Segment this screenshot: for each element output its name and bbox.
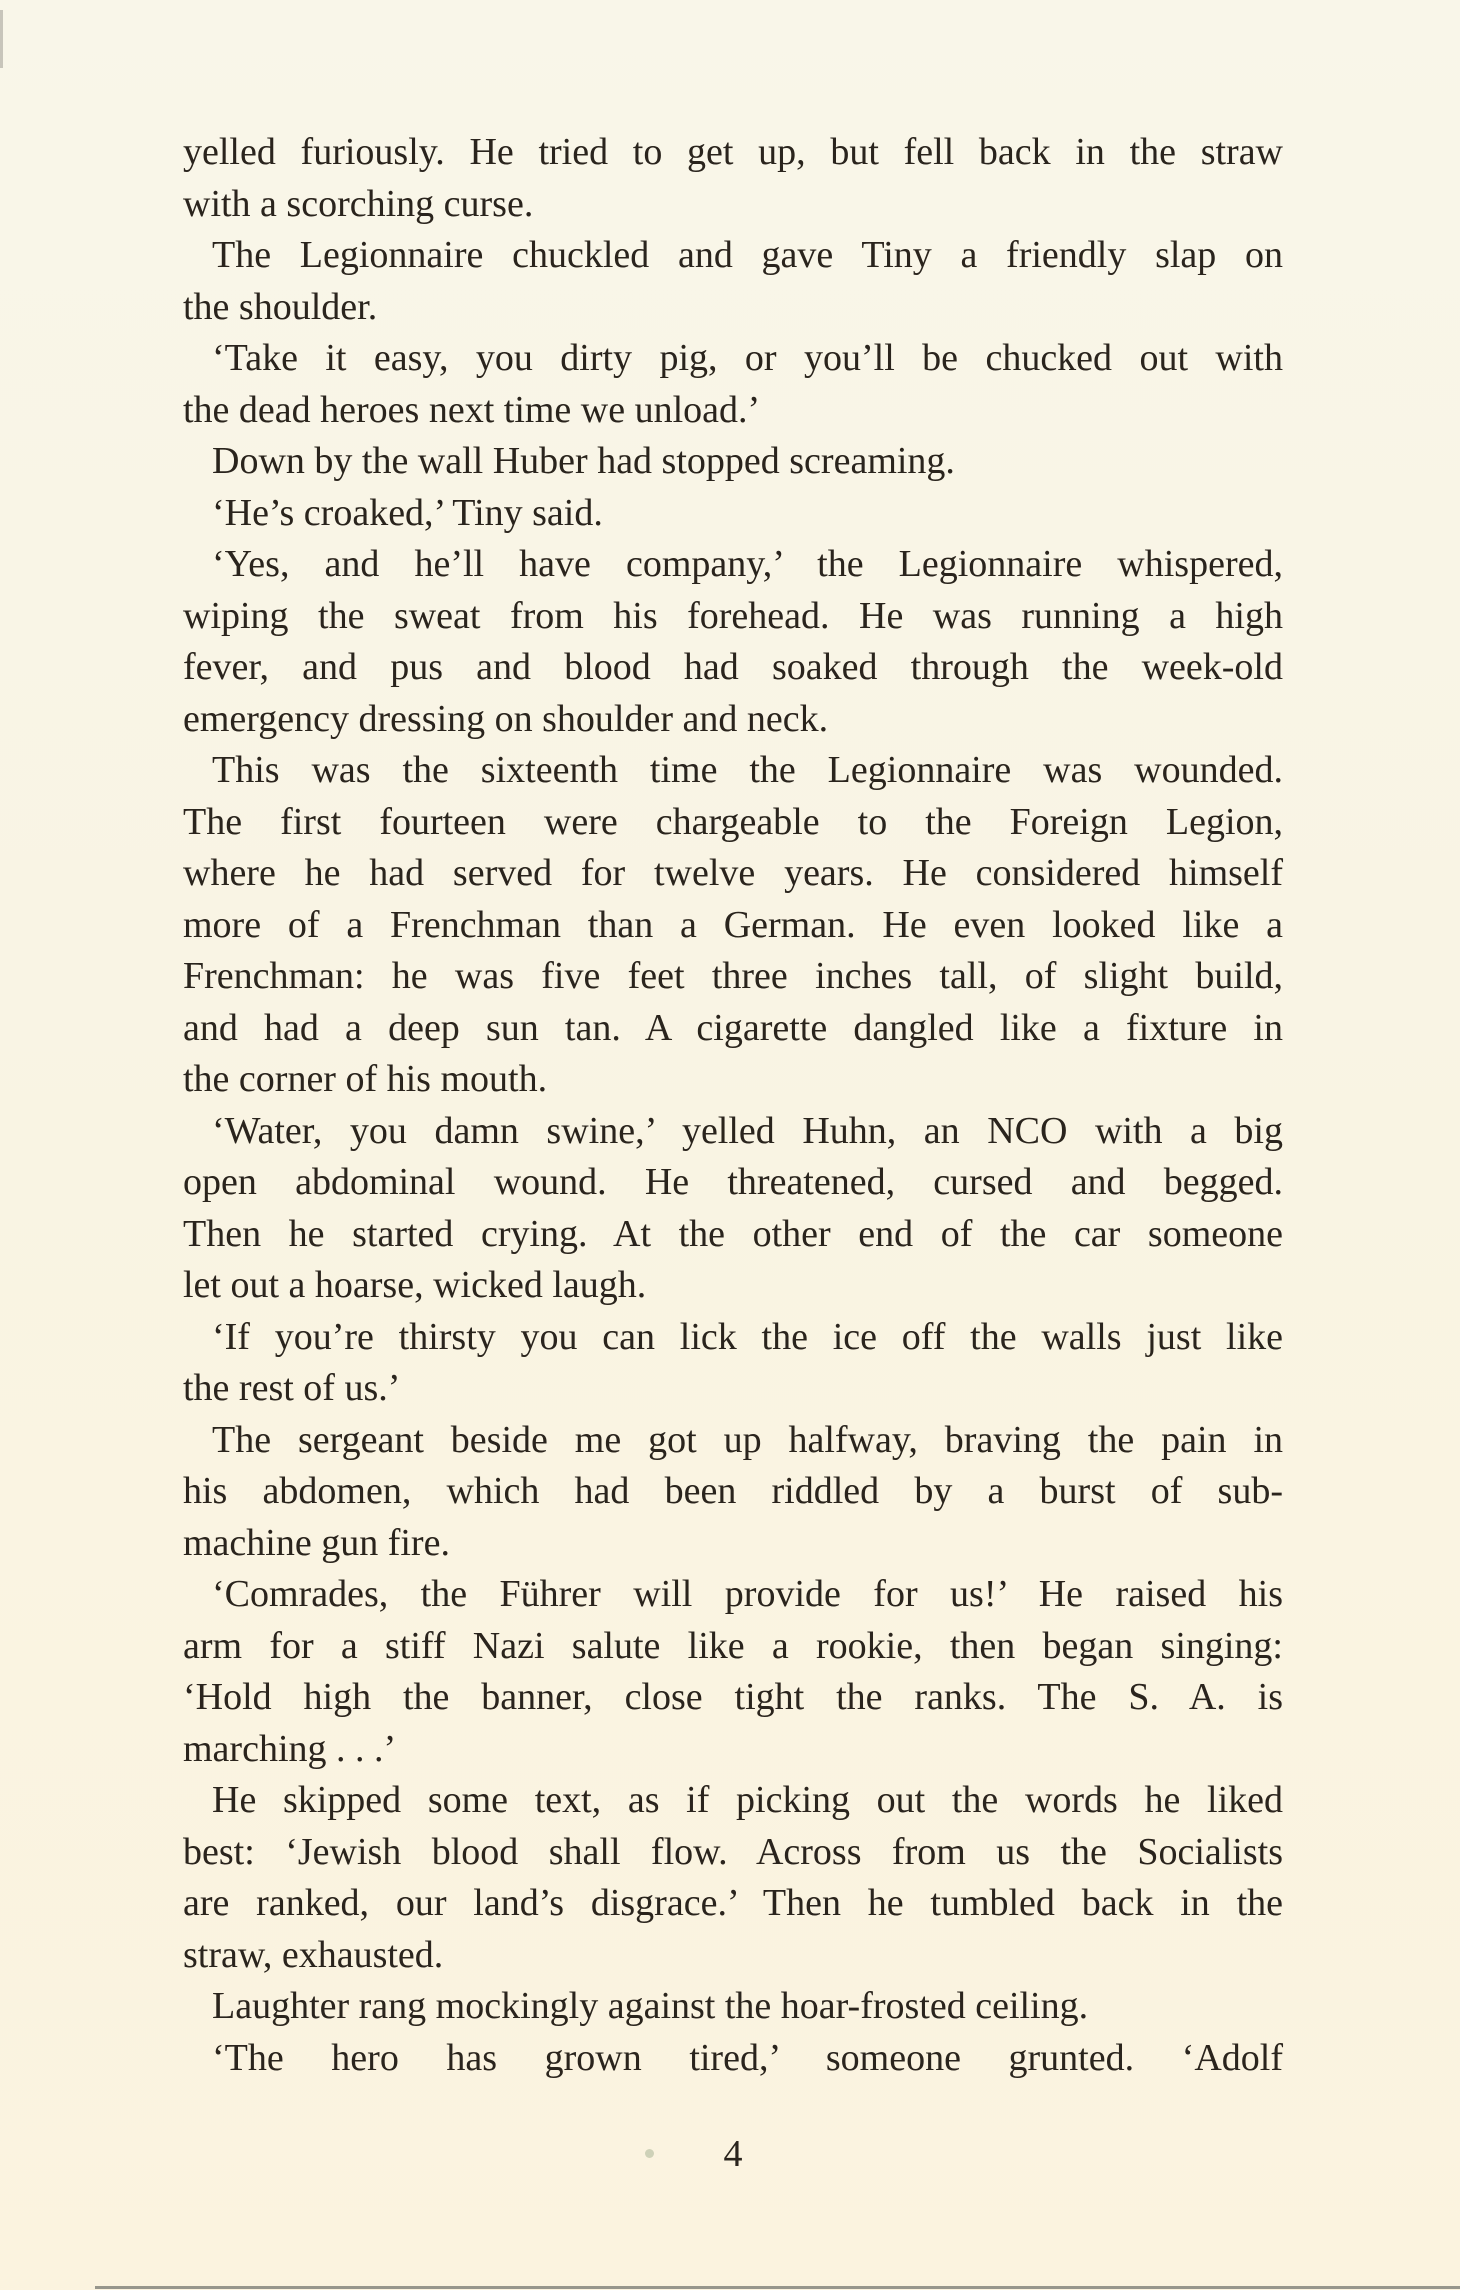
text-line: Laughter rang mockingly against the hoar-frosted ceiling. xyxy=(212,1985,1089,2027)
text-line: let out a hoarse, wicked laugh. xyxy=(183,1264,647,1306)
text-line: ‘Comrades, the Führer will provide for us!’ He raised his xyxy=(212,1573,1283,1615)
text-line: The first fourteen were chargeable to the Foreign Legion, xyxy=(183,800,1283,843)
text-line: Then he started crying. At the other end of the car someone xyxy=(183,1212,1283,1255)
text-line: are ranked, our land’s disgrace.’ Then he tumbled back in the xyxy=(183,1882,1283,1924)
text-line: ‘Yes, and he’ll have company,’ the Legionnaire whispered, xyxy=(212,543,1283,585)
text-line: Frenchman: he was five feet three inches tall, of slight build, xyxy=(183,955,1283,997)
text-line: The sergeant beside me got up halfway, braving the pain in xyxy=(212,1418,1283,1461)
text-line: ‘Hold high the banner, close tight the ranks. The S. A. is xyxy=(183,1676,1283,1718)
text-line: his abdomen, which had been riddled by a burst of sub- xyxy=(183,1470,1283,1512)
text-line: the rest of us.’ xyxy=(183,1367,401,1409)
text-line: ‘He’s croaked,’ Tiny said. xyxy=(212,491,603,534)
text-line: He skipped some text, as if picking out the words he liked xyxy=(212,1779,1283,1821)
text-line: Down by the wall Huber had stopped screaming. xyxy=(212,440,955,482)
scan-bottom-edge xyxy=(95,2286,1460,2289)
text-line: where he had served for twelve years. He considered himself xyxy=(183,852,1283,894)
text-line: ‘Take it easy, you dirty pig, or you’ll be chucked out with xyxy=(212,337,1283,379)
text-line: marching . . .’ xyxy=(183,1727,397,1770)
text-line: ‘Water, you damn swine,’ yelled Huhn, an NCO with a big xyxy=(212,1109,1283,1152)
text-line: arm for a stiff Nazi salute like a rookie, then began singing: xyxy=(183,1624,1283,1667)
text-line: machine gun fire. xyxy=(183,1521,450,1564)
text-line: yelled furiously. He tried to get up, but fell back in the straw xyxy=(183,131,1283,173)
text-line: the dead heroes next time we unload.’ xyxy=(183,388,761,431)
text-line: This was the sixteenth time the Legionnaire was wounded. xyxy=(212,749,1283,791)
text-line: best: ‘Jewish blood shall flow. Across from us the Socialists xyxy=(183,1830,1283,1873)
text-line: ‘The hero has grown tired,’ someone grunted. ‘Adolf xyxy=(212,2036,1283,2079)
text-line: more of a Frenchman than a German. He even looked like a xyxy=(183,903,1283,946)
text-line: ‘If you’re thirsty you can lick the ice off the walls just like xyxy=(212,1315,1283,1358)
text-line: with a scorching curse. xyxy=(183,182,534,225)
text-line: The Legionnaire chuckled and gave Tiny a friendly slap on xyxy=(212,234,1283,276)
page-number: 4 xyxy=(723,2133,743,2175)
text-line: open abdominal wound. He threatened, cursed and begged. xyxy=(183,1161,1283,1203)
text-line: emergency dressing on shoulder and neck. xyxy=(183,697,829,740)
text-line: the corner of his mouth. xyxy=(183,1058,548,1100)
body-text xyxy=(183,127,1283,2084)
text-line: fever, and pus and blood had soaked through the week-old xyxy=(183,646,1283,688)
text-line: straw, exhausted. xyxy=(183,1933,444,1976)
text-line: wiping the sweat from his forehead. He was running a high xyxy=(183,594,1283,637)
scan-edge-artifact xyxy=(0,10,3,68)
text-line: the shoulder. xyxy=(183,285,378,328)
text-line: and had a deep sun tan. A cigarette dangled like a fixture in xyxy=(183,1006,1283,1049)
